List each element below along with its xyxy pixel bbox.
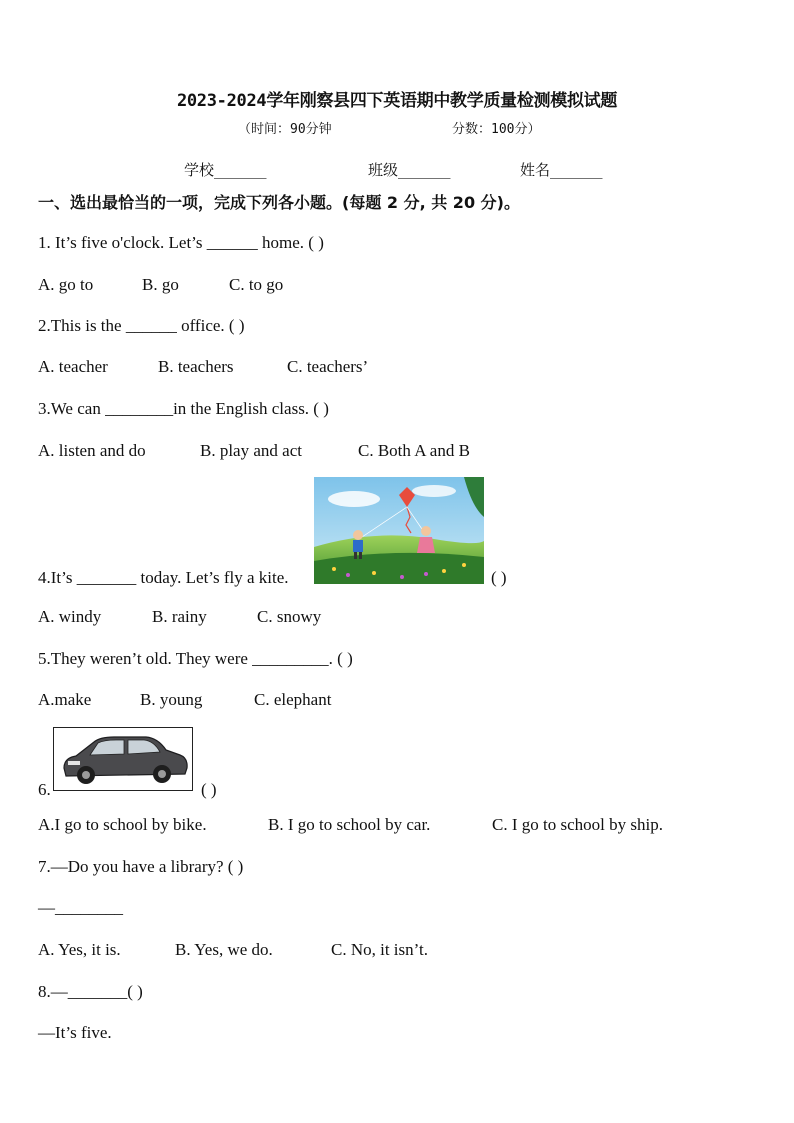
exam-time: （时间：90分钟 — [238, 122, 332, 137]
q1-option-a: A. go to — [38, 275, 94, 294]
q5-option-c: C. elephant — [254, 690, 332, 709]
question-7: 7.—Do you have a library? ( ) — [38, 857, 244, 876]
q4-answer-paren: ( ) — [491, 568, 507, 587]
kite-flying-image — [314, 477, 484, 584]
q4-option-c: C. snowy — [257, 607, 322, 626]
class-field: 班级_______ — [368, 161, 451, 179]
question-5: 5.They weren’t old. They were _________. ( ) — [38, 649, 353, 668]
school-field: 学校_______ — [184, 161, 267, 179]
q8-answer: —It’s five. — [38, 1023, 112, 1042]
q4-option-a: A. windy — [38, 607, 102, 626]
q7-option-a: A. Yes, it is. — [38, 940, 121, 959]
q7-answer-line: —________ — [38, 898, 123, 917]
q1-option-c: C. to go — [229, 275, 284, 294]
q7-option-b: B. Yes, we do. — [175, 940, 273, 959]
question-2: 2.This is the ______ office. ( ) — [38, 316, 245, 335]
q2-option-b: B. teachers — [158, 357, 234, 376]
q1-option-b: B. go — [142, 275, 179, 294]
q5-option-b: B. young — [140, 690, 203, 709]
q7-option-c: C. No, it isn’t. — [331, 940, 428, 959]
q6-option-b: B. I go to school by car. — [268, 815, 431, 834]
q3-option-a: A. listen and do — [38, 441, 146, 460]
q2-option-a: A. teacher — [38, 357, 108, 376]
exam-score: 分数：100分） — [452, 122, 541, 137]
question-8: 8.—_______( ) — [38, 982, 143, 1001]
exam-title: 2023-2024学年刚察县四下英语期中教学质量检测模拟试题 — [176, 91, 618, 111]
question-1: 1. It’s five o'clock. Let’s ______ home. ( ) — [38, 233, 324, 252]
q6-option-a: A.I go to school by bike. — [38, 815, 207, 834]
q5-option-a: A.make — [38, 690, 92, 709]
q4-option-b: B. rainy — [152, 607, 207, 626]
q3-option-b: B. play and act — [200, 441, 302, 460]
q6-option-c: C. I go to school by ship. — [492, 815, 663, 834]
question-6-number: 6. — [38, 780, 51, 799]
car-image — [53, 727, 193, 791]
q2-option-c: C. teachers’ — [287, 357, 369, 376]
q6-answer-paren: ( ) — [201, 780, 217, 799]
question-3: 3.We can ________in the English class. ( ) — [38, 399, 329, 418]
question-4: 4.It’s _______ today. Let’s fly a kite. — [38, 568, 289, 587]
section-heading: 一、选出最恰当的一项，完成下列各小题。(每题 2 分, 共 20 分)。 — [38, 193, 520, 212]
q3-option-c: C. Both A and B — [358, 441, 470, 460]
name-field: 姓名_______ — [520, 161, 603, 179]
